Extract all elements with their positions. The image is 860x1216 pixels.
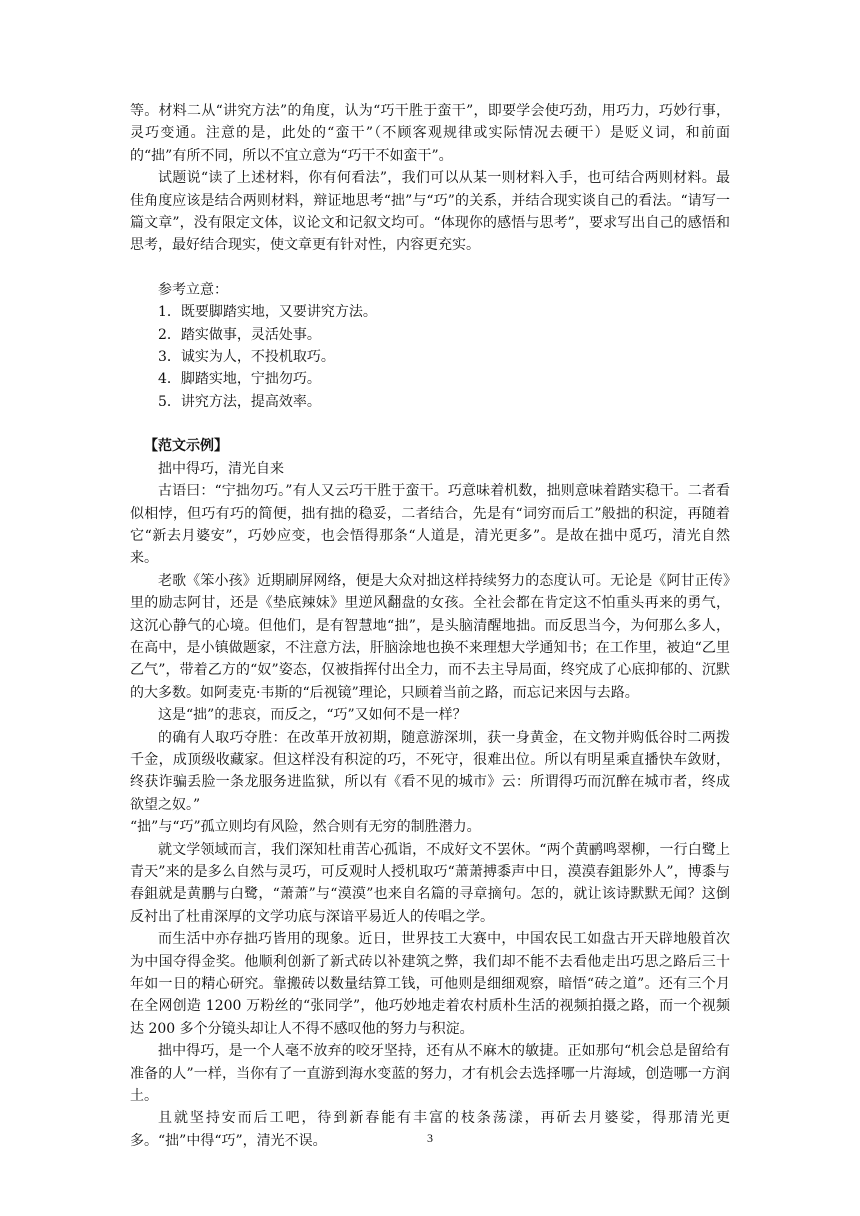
sample-label: 【范文示例】 bbox=[144, 438, 228, 455]
sample-paragraph: 拙中得巧，是一个人毫不放弃的咬牙坚持，还有从不麻木的敏捷。正如那句“机会总是留给有准备的人”一样，当你有了一直游到海水变蓝的努力，才有机会去选择哪一片海域，创造哪一方润土。 bbox=[130, 1043, 730, 1105]
page-number: 3 bbox=[427, 1131, 433, 1145]
reference-item: 1．既要脚踏实地，又要讲究方法。 bbox=[158, 304, 377, 321]
reference-item: 3．诚实为人，不投机取巧。 bbox=[158, 349, 335, 366]
document-body bbox=[130, 100, 730, 1152]
sample-paragraph: “拙”与“巧”孤立则均有风险，然合则有无穷的制胜潜力。 bbox=[130, 819, 481, 836]
intro-paragraph: 等。材料二从“讲究方法”的角度，认为“巧干胜于蛮干”，即要学会使巧劲，用巧力，巧妙行事，灵巧变通。注意的是，此处的“蛮干”（不顾客观规律或实际情况去硬干）是贬义词，和前面的“拙”有所不同，所以不宜立意为“巧干不如蛮干”。 bbox=[130, 103, 730, 164]
reference-list bbox=[130, 301, 730, 413]
sample-paragraph: 且就坚持安而后工吧，待到新春能有丰富的枝条荡漾，再斫去月婆娑，得那清光更多。“拙”中得“巧”，清光不误。 bbox=[130, 1110, 730, 1149]
intro-paragraph: 试题说“读了上述材料，你有何看法”，我们可以从某一则材料入手，也可结合两则材料。最佳角度应该是结合两则材料，辩证地思考“拙”与“巧”的关系，并结合现实谈自己的看法。“请写一篇文章”，没有限定文体，议论文和记叙文均可。“体现你的感悟与思考”，要求写出自己的感悟和思考，最好结合现实，使文章更有针对性，内容更充实。 bbox=[130, 170, 730, 254]
sample-paragraph: 古语曰：“宁拙勿巧。”有人又云巧干胜于蛮干。巧意味着机数，拙则意味着踏实稳干。二者看似相悖，但巧有巧的简便，拙有拙的稳妥，二者结合，先是有“词穷而后工”般拙的积淀，再随着它“新去月婆安”，巧妙应变，也会悟得那条“人道是，清光更多”。是故在拙中觅巧，清光自然来。 bbox=[130, 483, 730, 567]
reference-item: 5．讲究方法，提高效率。 bbox=[158, 393, 321, 410]
sample-title: 拙中得巧，清光自来 bbox=[158, 460, 284, 477]
sample-paragraph: 的确有人取巧夺胜：在改革开放初期，随意游深圳，获一身黄金，在文物并购低谷时二两拨千金，成顶级收藏家。但这样没有积淀的巧，不死守，很难出位。所以有明星乘直播快车敛财，终获诈骗丢脸一条龙服务进监狱，所以有《看不见的城市》云：所谓得巧而沉醉在城市者，终成欲望之奴。” bbox=[130, 729, 730, 813]
reference-item: 4．脚踏实地，宁拙勿巧。 bbox=[158, 371, 321, 388]
reference-title: 参考立意： bbox=[158, 281, 228, 298]
sample-paragraph: 这是“拙”的悲哀，而反之，“巧”又如何不是一样？ bbox=[158, 707, 467, 724]
sample-paragraph: 就文学领域而言，我们深知杜甫苦心孤诣，不成好文不罢休。“两个黄鹂鸣翠柳，一行白鹭上青天”来的是多么自然与灵巧，可反观时人授机取巧“萧萧搏黍声中日，漠漠春鉏影外人”，博黍与春鉏就是黄鹏与白鹭，“萧萧”与“漠漠”也来自名篇的寻章摘句。怎的，就让该诗默默无闻？这倒反衬出了杜甫深厚的文学功底与深谙平易近人的传唱之学。 bbox=[130, 841, 730, 925]
sample-paragraph: 而生活中亦存拙巧皆用的现象。近日，世界技工大赛中，中国农民工如盘古开天辟地般首次为中国夺得金奖。他顺利创新了新式砖以补建筑之弊，我们却不能不去看他走出巧思之路后三十年如一日的精心研究。靠搬砖以数量结算工钱，可他则是细细观察，暗悟“砖之道”。还有三个月在全网创造 1200 万粉丝的“张同学”，他巧妙地走着农村质朴生活的视频拍摄之路，而一个视频达 200 多个分镜头却让人不得不感叹他的努力与积淀。 bbox=[130, 931, 730, 1037]
reference-item: 2．踏实做事，灵活处事。 bbox=[158, 326, 321, 343]
sample-paragraph: 老歌《笨小孩》近期刷屏网络，便是大众对拙这样持续努力的态度认可。无论是《阿甘正传》里的励志阿甘，还是《垫底辣妹》里逆风翻盘的女孩。全社会都在肯定这不怕重头再来的勇气，这沉心静气的心境。但他们，是有智慧地“拙”，是头脑清醒地拙。而反思当今，为何那么多人，在高中，是小镇做题家，不注意方法，肝脑涂地也换不来理想大学通知书；在工作里，被迫“乙里乙气”，带着乙方的“奴”姿态，仅被指挥付出全力，而不去主导局面，终究成了心底抑郁的、沉默的大多数。如阿麦克·韦斯的“后视镜”理论，只顾着当前之路，而忘记来因与去路。 bbox=[130, 572, 730, 701]
